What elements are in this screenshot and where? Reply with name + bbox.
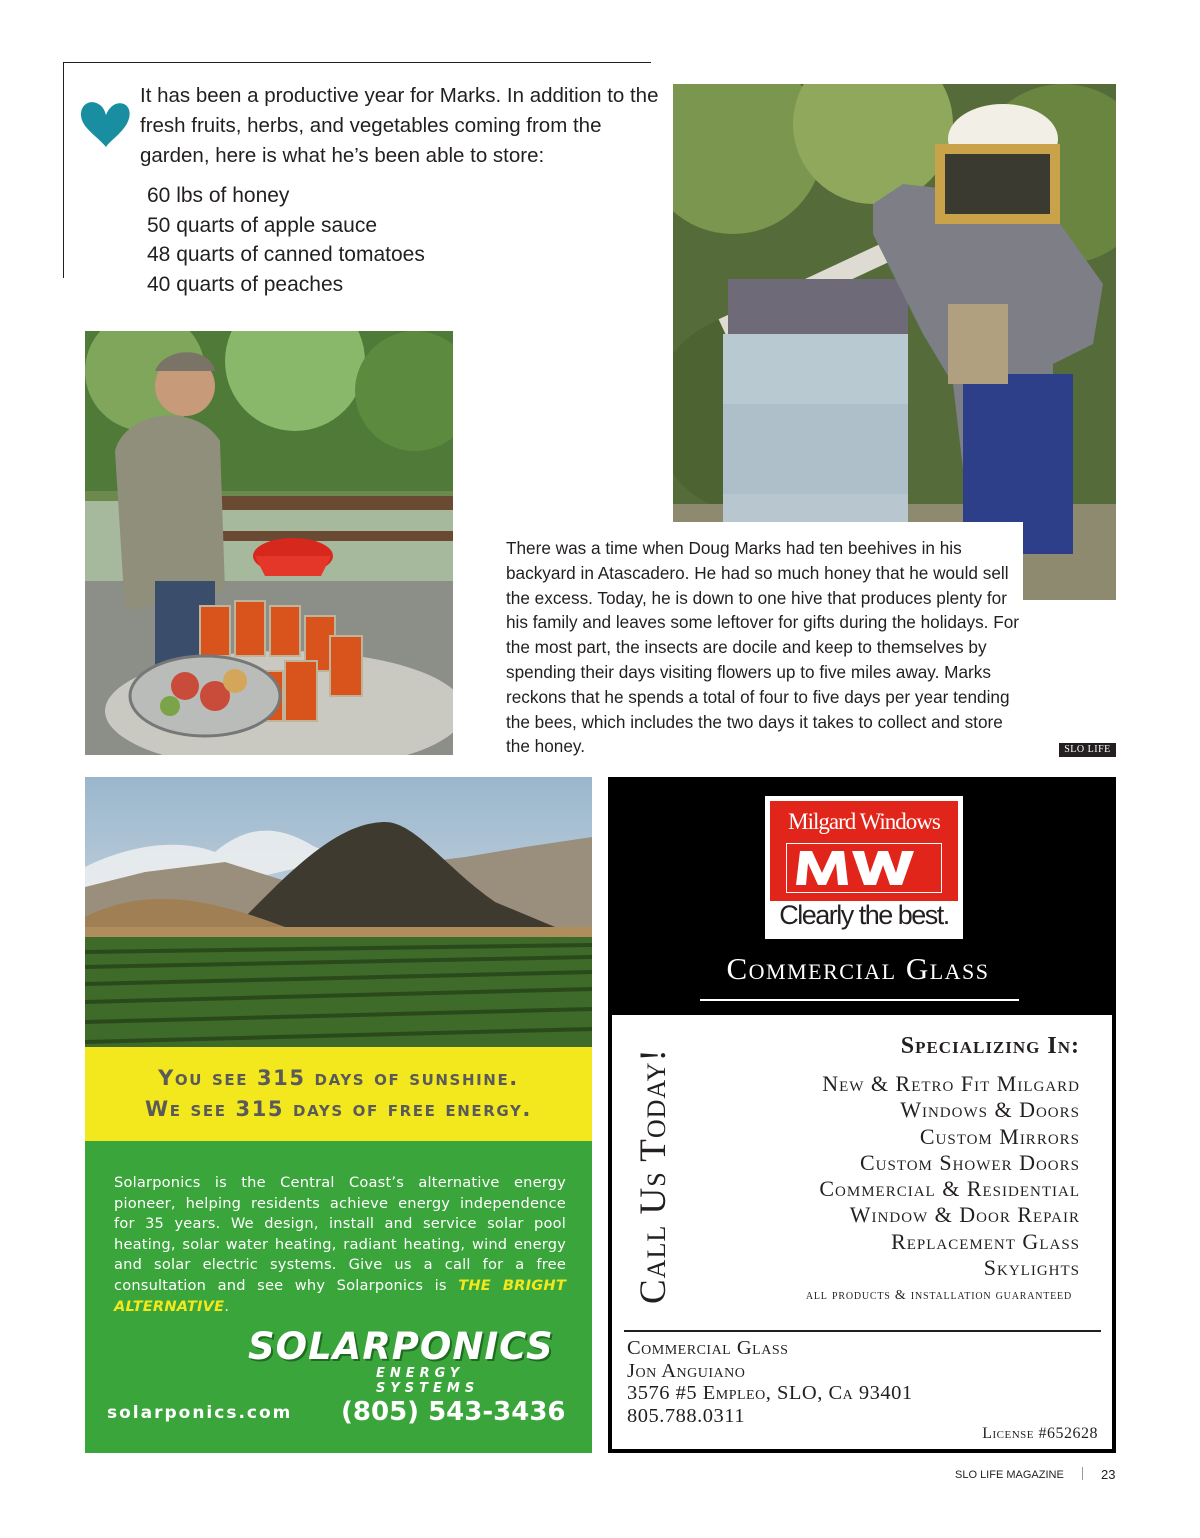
- list-item: New & Retro Fit Milgard: [822, 1071, 1080, 1096]
- list-item: Custom Shower Doors: [859, 1149, 1080, 1175]
- title-divider: [700, 999, 1019, 1001]
- photo-caption: There was a time when Doug Marks had ten beehives in his backyard in Atascadero. He had so much honey that he would sell the excess. Today, he is down to one hive that produces plenty for his family and leaves some leftover for gifts during the holidays. For the most part, the insects are docile and keep to themselves by spending their days visiting flowers up to five miles away. Marks reckons that he spends a total of four to five days per year tending the bees, which includes the two days it takes to collect and store the honey.: [506, 538, 1019, 757]
- sidebar-box: [63, 62, 659, 296]
- milgard-mark-icon: [786, 843, 942, 893]
- specializing-heading: Specializing In:: [900, 1033, 1080, 1059]
- magazine-name: SLO LIFE MAGAZINE: [955, 1469, 1064, 1481]
- folio-divider: [1082, 1467, 1083, 1480]
- logo-subtitle: ENERGY SYSTEMS: [376, 1366, 480, 1396]
- contact-phone: 805.788.0311: [627, 1404, 745, 1427]
- milgard-slogan: Clearly the best.: [779, 900, 949, 930]
- list-item: 60 lbs of honey: [147, 184, 290, 207]
- solarponics-logo: [248, 1325, 568, 1396]
- logo-name: SOLARPONICS: [248, 1325, 554, 1368]
- sidebar-intro: It has been a productive year for Marks. In addition to the fresh fruits, herbs, and vegetables coming from the garden, here is what he’s been able to store:: [140, 84, 659, 167]
- ad-headline: You see 315 days of sunshine. We see 315 days of free energy.: [144, 1066, 532, 1121]
- services-list: [819, 1071, 1080, 1281]
- list-item: 48 quarts of canned tomatoes: [147, 243, 425, 266]
- guarantee-note: all products & installation guaranteed: [805, 1288, 1072, 1303]
- list-item: 50 quarts of apple sauce: [147, 213, 377, 237]
- list-item: Custom Mirrors: [919, 1123, 1080, 1149]
- commercial-glass-ad: [608, 777, 1116, 1453]
- milgard-logo: [765, 796, 963, 939]
- storage-list: [147, 181, 425, 299]
- contact-company: Commercial Glass: [627, 1337, 789, 1359]
- list-item: Window & Door Repair: [849, 1202, 1080, 1228]
- vineyard-image: [85, 777, 592, 1047]
- call-us-today: Call Us Today!: [633, 1048, 674, 1304]
- photo-credit: SLO LIFE: [1059, 743, 1116, 757]
- solarponics-ad: [85, 777, 592, 1453]
- logo-name: Milgard Windows: [788, 809, 940, 834]
- headline-band: [85, 1047, 592, 1141]
- contact-divider: [624, 1330, 1101, 1332]
- list-item: Skylights: [983, 1255, 1080, 1281]
- list-item: 40 quarts of peaches: [147, 272, 344, 296]
- heart-icon: [76, 95, 132, 149]
- page-number: 23: [1101, 1467, 1116, 1482]
- contact-block: [627, 1337, 913, 1427]
- ad-body: Solarponics is the Central Coast’s alternative energy pioneer, helping residents achieve energy independence for 35 years. We design, install and service solar pool heating, solar water heating, radiant heating, wind energy and solar electric systems. Give us a call for a free consultation and see why Solarponics is THE BRIGHT ALTERNATIVE.: [114, 1174, 566, 1315]
- ad-title: Commercial Glass: [726, 951, 990, 986]
- services-panel: [612, 1015, 1112, 1449]
- ad-tagline: THE BRIGHT ALTERNATIVE: [114, 1276, 566, 1315]
- contact-name: Jon Anguiano: [627, 1359, 746, 1382]
- license-number: License #652628: [982, 1425, 1098, 1442]
- list-item: Windows & Doors: [900, 1097, 1080, 1123]
- list-item: Replacement Glass: [891, 1228, 1080, 1254]
- photo-canning: [85, 331, 453, 755]
- ad-phone: (805) 543-3436: [341, 1397, 566, 1427]
- contact-address: 3576 #5 Empleo, SLO, Ca 93401: [627, 1382, 913, 1404]
- list-item: Commercial & Residential: [819, 1176, 1080, 1202]
- ad-url[interactable]: solarponics.com: [107, 1403, 293, 1423]
